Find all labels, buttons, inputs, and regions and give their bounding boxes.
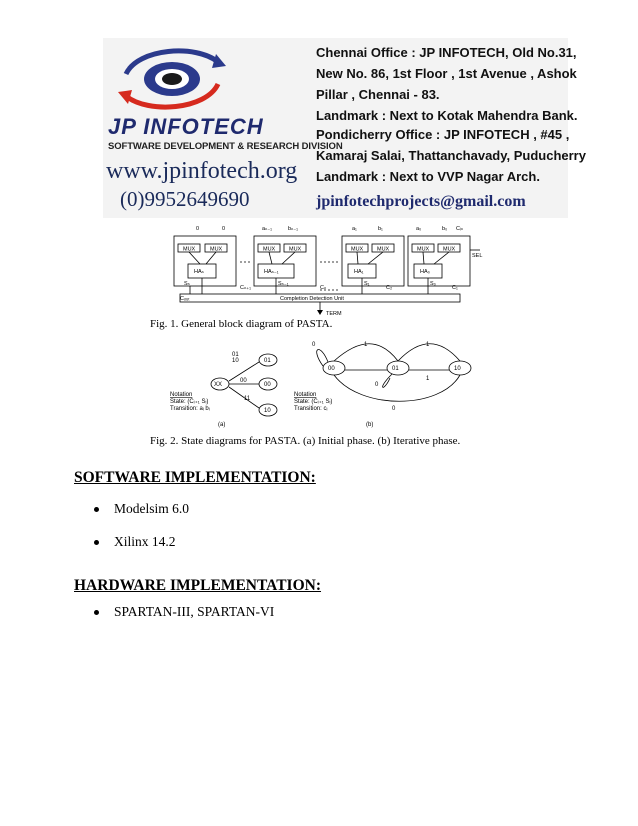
phone-number: (0)9952649690 [120, 187, 250, 211]
ha-label: HA₀ [420, 269, 430, 275]
carry-label: C₁ [452, 285, 458, 291]
edge-label: 0 [375, 382, 379, 388]
bullet-icon [94, 540, 99, 545]
carry-label: Cₙ [320, 285, 327, 291]
list-item [74, 533, 189, 566]
input-label: Cᵢₙ [456, 226, 464, 232]
notation-transition: Transition: aᵢ bᵢ [170, 406, 210, 412]
input-label: b₀ [442, 226, 448, 232]
list-item-text: Xilinx 14.2 [114, 534, 176, 549]
software-list [74, 500, 189, 566]
state-node: 10 [454, 366, 461, 372]
subfigure-a-label: (a) [218, 422, 226, 428]
edge-label: 00 [240, 378, 247, 384]
mux-label: MUX [210, 246, 223, 253]
edge-label: 11 [244, 396, 251, 402]
address-line: Chennai Office : JP INFOTECH, Old No.31, [316, 45, 577, 60]
mux-label: MUX [377, 246, 390, 253]
bullet-icon [94, 610, 99, 615]
ha-label: HAₙ₋₁ [264, 269, 279, 275]
hardware-list [74, 603, 274, 636]
address-line: Pondicherry Office : JP INFOTECH , #45 , [316, 127, 570, 142]
cout-label: Cₒᵤₜ [180, 296, 190, 302]
input-label: 0 [196, 226, 200, 232]
chennai-office-address [316, 42, 578, 126]
input-label: aₙ₋₁ [262, 226, 273, 232]
brand-tagline: SOFTWARE DEVELOPMENT & RESEARCH DIVISION [108, 141, 343, 152]
software-implementation-heading: SOFTWARE IMPLEMENTATION: [74, 469, 316, 486]
brand-name: JP INFOTECH [108, 114, 264, 139]
bullet-icon [94, 507, 99, 512]
edge-label: 0 [312, 342, 316, 348]
mux-label: MUX [263, 246, 276, 253]
completion-unit-label: Completion Detection Unit [280, 296, 344, 302]
address-line: Landmark : Next to Kotak Mahendra Bank. [316, 108, 578, 123]
mux-label: MUX [417, 246, 430, 253]
notation-heading: Notation [294, 392, 317, 398]
email-link[interactable]: jpinfotechprojects@gmail.com [316, 193, 526, 210]
mux-label: MUX [183, 246, 196, 253]
address-line: Landmark : Next to VVP Nagar Arch. [316, 169, 540, 184]
pasta-state-diagrams [170, 338, 490, 430]
notation-transition: Transition: cᵢ [294, 406, 328, 412]
state-node: 00 [328, 366, 335, 372]
figure-2-caption: Fig. 2. State diagrams for PASTA. (a) Initial phase. (b) Iterative phase. [150, 435, 461, 447]
sum-label: Sₙ [184, 281, 190, 287]
state-node: 10 [264, 408, 271, 414]
edge-label: 10 [232, 358, 239, 364]
pondicherry-office-address [316, 124, 586, 187]
notation-heading: Notation [170, 392, 193, 398]
list-item [74, 603, 274, 636]
sum-label: Sₙ₋₁ [278, 281, 289, 287]
notation-state: State: (Cᵢ₊₁ Sᵢ) [294, 399, 333, 405]
subfigure-b-label: (b) [366, 422, 374, 428]
notation-state: State: (Cᵢ₊₁ Sᵢ) [170, 399, 209, 405]
sum-label: S₁ [364, 281, 370, 287]
ha-label: HAₙ [194, 269, 204, 275]
mux-label: MUX [351, 246, 364, 253]
edge-label: 1 [426, 342, 430, 348]
ha-label: HA₁ [354, 269, 364, 275]
input-label: a₁ [352, 226, 357, 232]
input-label: a₀ [416, 226, 422, 232]
address-line: Kamaraj Salai, Thattanchavady, Puducherry [316, 148, 586, 163]
address-line: Pillar , Chennai - 83. [316, 87, 440, 102]
sel-label: SEL [472, 253, 483, 259]
input-label: 0 [222, 226, 226, 232]
edge-label: 1 [364, 342, 368, 348]
state-node: 01 [264, 358, 271, 364]
carry-label: Cₙ₊₁ [240, 285, 251, 291]
state-node: XX [214, 382, 223, 388]
list-item-text: SPARTAN-III, SPARTAN-VI [114, 604, 275, 619]
edge-label: 1 [426, 376, 430, 382]
mux-label: MUX [443, 246, 456, 253]
figure-1-caption: Fig. 1. General block diagram of PASTA. [150, 318, 333, 330]
state-node: 01 [392, 366, 399, 372]
mux-label: MUX [289, 246, 302, 253]
website-link[interactable]: www.jpinfotech.org [106, 158, 298, 184]
input-label: bₙ₋₁ [288, 226, 299, 232]
input-label: b₁ [378, 226, 383, 232]
sum-label: S₀ [430, 281, 436, 287]
address-line: New No. 86, 1st Floor , 1st Avenue , Ashok [316, 66, 577, 81]
jp-infotech-logo [118, 44, 226, 114]
hardware-implementation-heading: HARDWARE IMPLEMENTATION: [74, 577, 322, 594]
edge-label: 0 [392, 406, 396, 412]
list-item [74, 500, 189, 533]
edge-label: 01 [232, 352, 239, 358]
list-item-text: Modelsim 6.0 [114, 501, 190, 516]
carry-label: C₂ [386, 285, 393, 291]
state-node: 00 [264, 382, 271, 388]
term-label: TERM [326, 311, 342, 317]
